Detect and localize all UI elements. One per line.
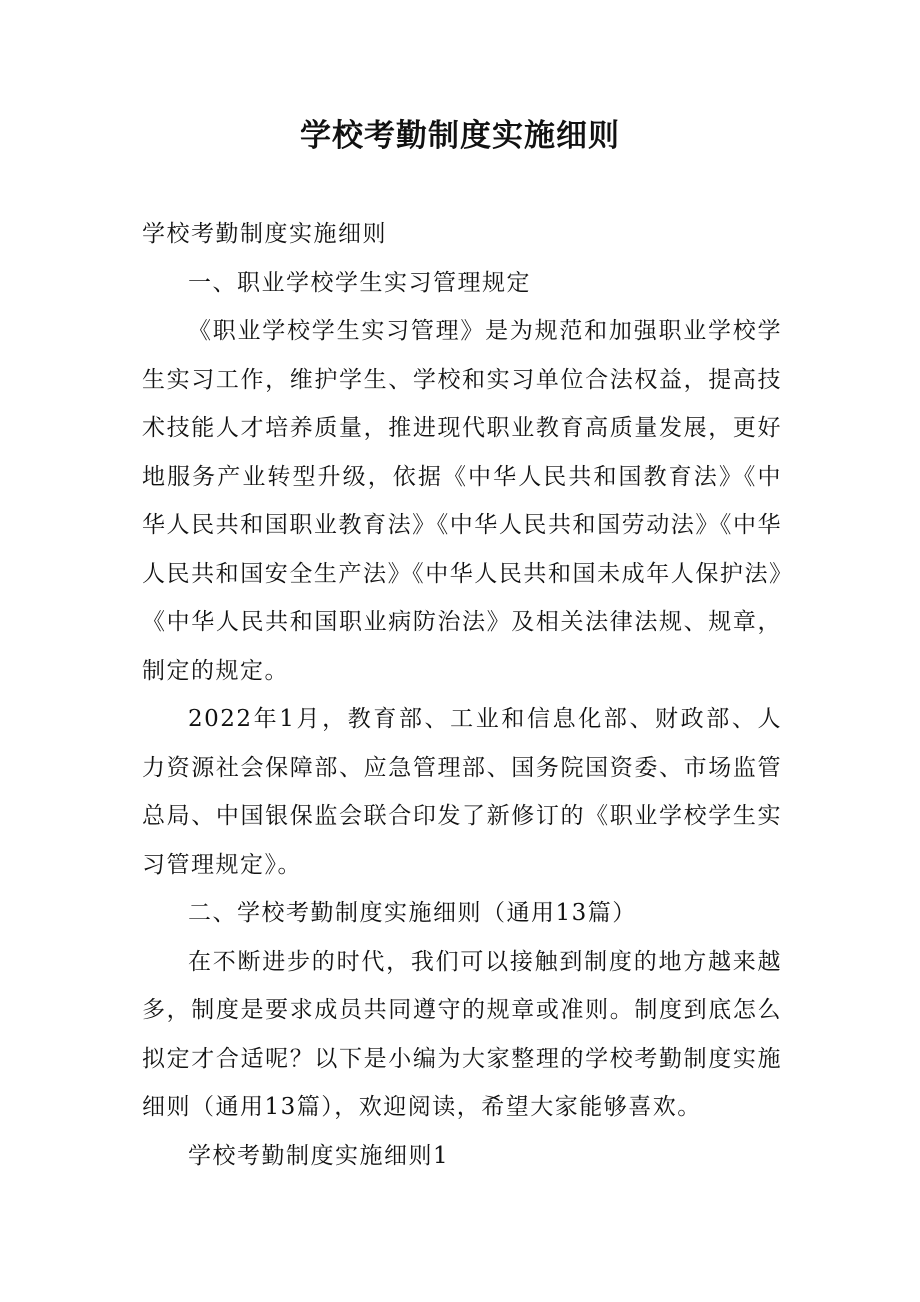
paragraph-editor-intro: 在不断进步的时代，我们可以接触到制度的地方越来越多，制度是要求成员共同遵守的规章或准则。制度到底怎么拟定才合适呢？以下是小编为大家整理的学校考勤制度实施细则（通用13篇），欢迎阅读，希望大家能够喜欢。 [142,948,782,1120]
document-title: 学校考勤制度实施细则 [300,118,620,154]
paragraph-regulation-release: 2022年1月，教育部、工业和信息化部、财政部、人力资源社会保障部、应急管理部、国务院国资委、市场监管总局、中国银保监会联合印发了新修订的《职业学校学生实习管理规定》。 [142,706,782,878]
paragraph-section-heading-2: 二、学校考勤制度实施细则（通用13篇） [188,900,637,926]
paragraph-subtitle: 学校考勤制度实施细则 [142,221,387,247]
paragraph-article-heading-1: 学校考勤制度实施细则1 [188,1142,450,1169]
document-body [142,210,782,1180]
paragraph-section-heading-1: 一、职业学校学生实习管理规定 [188,269,531,296]
paragraph-regulation-intro: 《职业学校学生实习管理》是为规范和加强职业学校学生实习工作，维护学生、学校和实习单位合法权益，提高技术技能人才培养质量，推进现代职业教育高质量发展，更好地服务产业转型升级，依据《中华人民共和国教育法》《中华人民共和国职业教育法》《中华人民共和国劳动法》《中华人民共和国安全生产法》《中华人民共和国未成年人保护法》《中华人民共和国职业病防治法》及相关法律法规、规章，制定的规定。 [142,318,782,684]
